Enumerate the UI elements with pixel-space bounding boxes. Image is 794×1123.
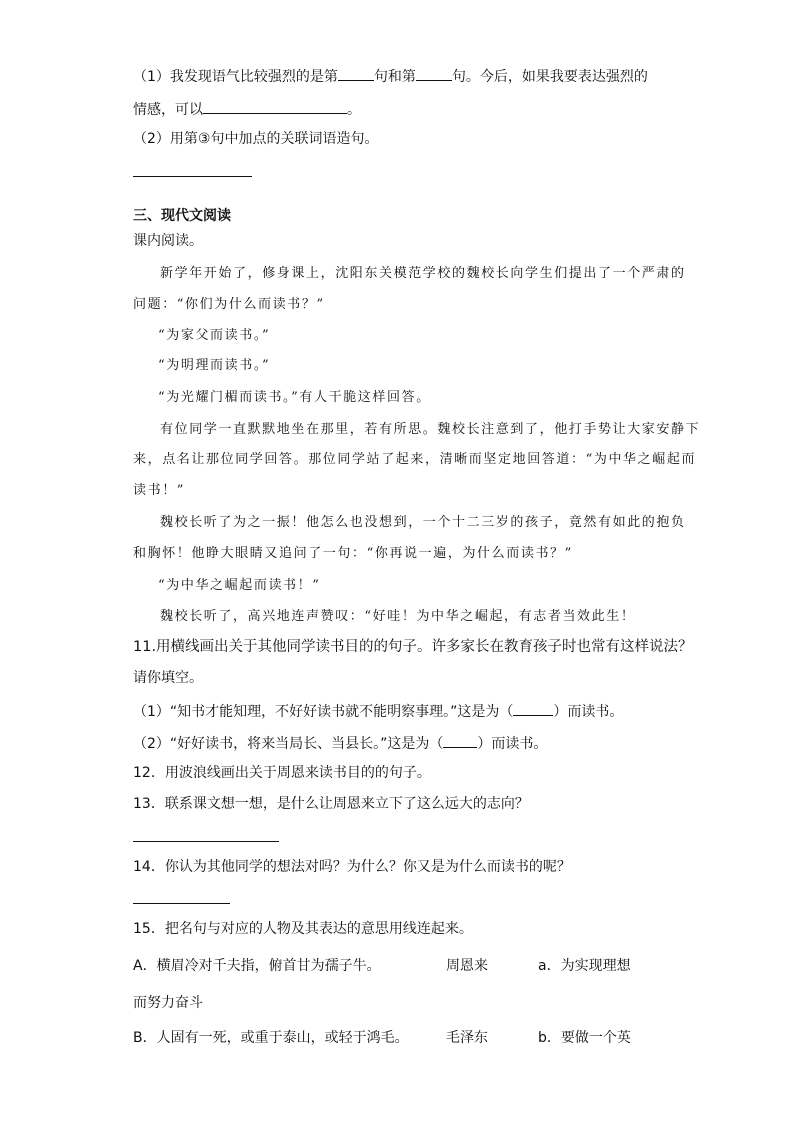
match-meaning-a: a．为实现理想 (538, 958, 631, 974)
passage-line: “为光耀门楣而读书。”有人干脆这样回答。 (158, 390, 431, 405)
question-15: 15．把名句与对应的人物及其表达的意思用线连起来。 (133, 921, 473, 937)
blank-field[interactable] (513, 701, 553, 716)
answer-line[interactable] (133, 176, 252, 177)
match-meaning-b: b．要做一个英 (538, 1030, 631, 1046)
question-11-cont: 请你填空。 (133, 670, 203, 686)
text: 。 (347, 102, 361, 118)
question-12: 12．用波浪线画出关于周恩来读书目的的句子。 (133, 765, 431, 781)
text: 句。今后，如果我要表达强烈的 (451, 69, 648, 85)
question-part-2: （2）用第③句中加点的关联词语造句。 (133, 131, 379, 147)
passage-line: 有位同学一直默默地坐在那里，若有所思。魏校长注意到了，他打手势让大家安静下 (160, 422, 701, 437)
text: ）而读书。 (553, 704, 624, 720)
question-14: 14．你认为其他同学的想法对吗？为什么？你又是为什么而读书的呢？ (133, 859, 571, 875)
passage-line: 问题：“你们为什么而读书？” (133, 297, 325, 312)
match-meaning-a-cont: 而努力奋斗 (133, 995, 203, 1011)
text: ）而读书。 (477, 736, 548, 752)
passage-line: 新学年开始了，修身课上，沈阳东关模范学校的魏校长向学生们提出了一个严肃的 (160, 266, 686, 281)
match-item-a: A．横眉冷对千夫指，俯首甘为孺子牛。 (133, 958, 381, 974)
passage-line: “为明理而读书。” (158, 358, 271, 373)
question-11-1 (133, 701, 623, 721)
text: （1）我发现语气比较强烈的是第 (133, 69, 338, 85)
text: （2）“好好读书，将来当局长、当县长。”这是为（ (133, 736, 444, 752)
section-heading: 三、现代文阅读 (133, 208, 231, 224)
blank-field[interactable] (338, 66, 374, 81)
answer-line[interactable] (133, 903, 230, 904)
match-person-a: 周恩来 (446, 958, 488, 974)
passage-line: “为家父而读书。” (158, 328, 271, 343)
question-11: 11.用横线画出关于其他同学读书目的的句子。许多家长在教育孩子时也常有这样说法？ (133, 639, 693, 655)
text: 句和第 (373, 69, 416, 85)
match-item-b: B．人固有一死，或重于泰山，或轻于鸿毛。 (133, 1030, 409, 1046)
match-person-b: 毛泽东 (446, 1030, 488, 1046)
passage-line: 魏校长听了为之一振！他怎么也没想到，一个十二三岁的孩子，竟然有如此的抱负 (160, 515, 686, 530)
passage-line: 读书！” (133, 483, 186, 498)
question-11-2 (133, 733, 547, 753)
blank-field[interactable] (203, 99, 347, 114)
text: 情感，可以 (133, 102, 203, 118)
section-intro: 课内阅读。 (133, 233, 203, 249)
question-part-1 (133, 66, 648, 86)
answer-line[interactable] (133, 841, 279, 842)
question-part-1-cont (133, 99, 361, 119)
passage-line: “为中华之崛起而读书！” (158, 578, 321, 593)
passage-line: 魏校长听了，高兴地连声赞叹：“好哇！为中华之崛起，有志者当效此生！ (160, 609, 636, 624)
question-13: 13．联系课文想一想，是什么让周恩来立下了这么远大的志向？ (133, 796, 529, 812)
passage-line: 来，点名让那位同学回答。那位同学站了起来，清晰而坚定地回答道：“为中华之崛起而 (133, 452, 697, 467)
passage-line: 和胸怀！他睁大眼睛又追问了一句：“你再说一遍，为什么而读书？” (133, 546, 573, 561)
blank-field[interactable] (416, 66, 452, 81)
blank-field[interactable] (443, 733, 477, 748)
text: （1）“知书才能知理，不好好读书就不能明察事理。”这是为（ (133, 704, 514, 720)
